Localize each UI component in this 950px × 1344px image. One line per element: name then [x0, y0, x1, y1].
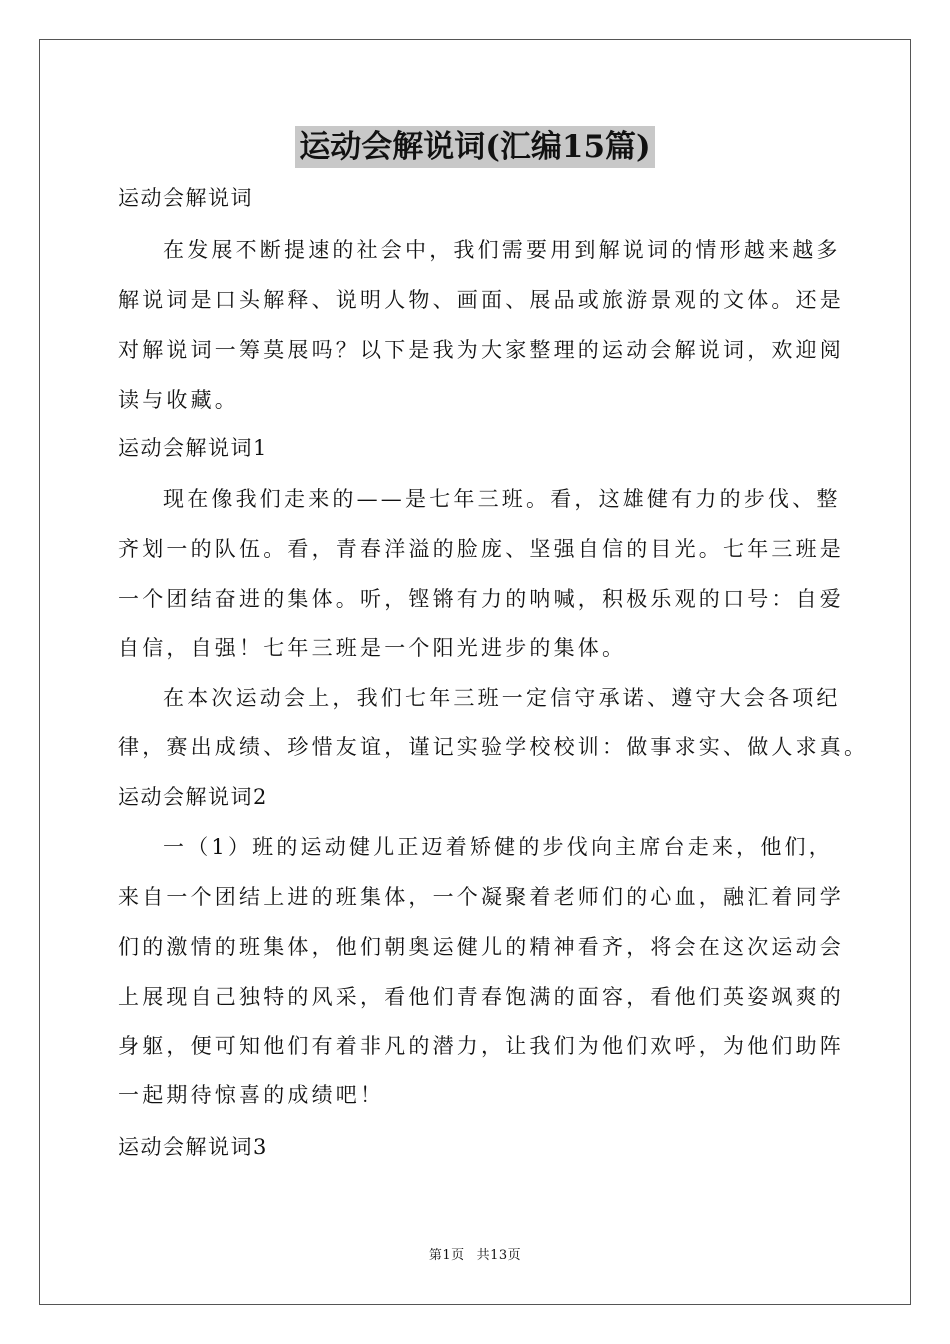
paragraph-line: 来自一个团结上进的班集体，一个凝聚着老师们的心血，融汇着同学 — [118, 885, 844, 909]
paragraph-line: 们的激情的班集体，他们朝奥运健儿的精神看齐，将会在这次运动会 — [118, 935, 844, 959]
page-border — [39, 39, 911, 1305]
section-heading: 运动会解说词2 — [118, 785, 268, 809]
paragraph-line: 一起期待惊喜的成绩吧！ — [118, 1083, 385, 1107]
section-heading: 运动会解说词1 — [118, 436, 268, 460]
paragraph-line: 对解说词一筹莫展吗？以下是我为大家整理的运动会解说词，欢迎阅 — [118, 338, 844, 362]
paragraph-line: 在发展不断提速的社会中，我们需要用到解说词的情形越来越多 — [163, 238, 841, 262]
paragraph-line: 一（1）班的运动健儿正迈着矫健的步伐向主席台走来，他们， — [163, 835, 833, 859]
document-title: 运动会解说词(汇编15篇) — [295, 126, 654, 168]
page-total: 共13页 — [476, 1248, 522, 1263]
paragraph-line: 上展现自己独特的风采，看他们青春饱满的面容，看他们英姿飒爽的 — [118, 985, 844, 1009]
page-number: 第1页 — [428, 1248, 465, 1263]
paragraph-line: 在本次运动会上，我们七年三班一定信守承诺、遵守大会各项纪 — [163, 686, 841, 710]
paragraph-line: 一个团结奋进的集体。听，铿锵有力的呐喊，积极乐观的口号：自爱 — [118, 587, 844, 611]
paragraph-line: 律，赛出成绩、珍惜友谊，谨记实验学校校训：做事求实、做人求真。 — [118, 735, 869, 759]
paragraph-line: 读与收藏。 — [118, 388, 239, 412]
paragraph-line: 现在像我们走来的——是七年三班。看，这雄健有力的步伐、整 — [163, 487, 841, 511]
paragraph-line: 自信，自强！七年三班是一个阳光进步的集体。 — [118, 636, 627, 660]
paragraph-line: 身躯，便可知他们有着非凡的潜力，让我们为他们欢呼，为他们助阵 — [118, 1034, 844, 1058]
paragraph-line: 齐划一的队伍。看，青春洋溢的脸庞、坚强自信的目光。七年三班是 — [118, 537, 844, 561]
title-container — [0, 126, 950, 168]
paragraph-line: 解说词是口头解释、说明人物、画面、展品或旅游景观的文体。还是 — [118, 288, 844, 312]
section-heading: 运动会解说词3 — [118, 1135, 268, 1159]
section-heading: 运动会解说词 — [118, 186, 253, 210]
page-footer — [0, 1247, 950, 1265]
